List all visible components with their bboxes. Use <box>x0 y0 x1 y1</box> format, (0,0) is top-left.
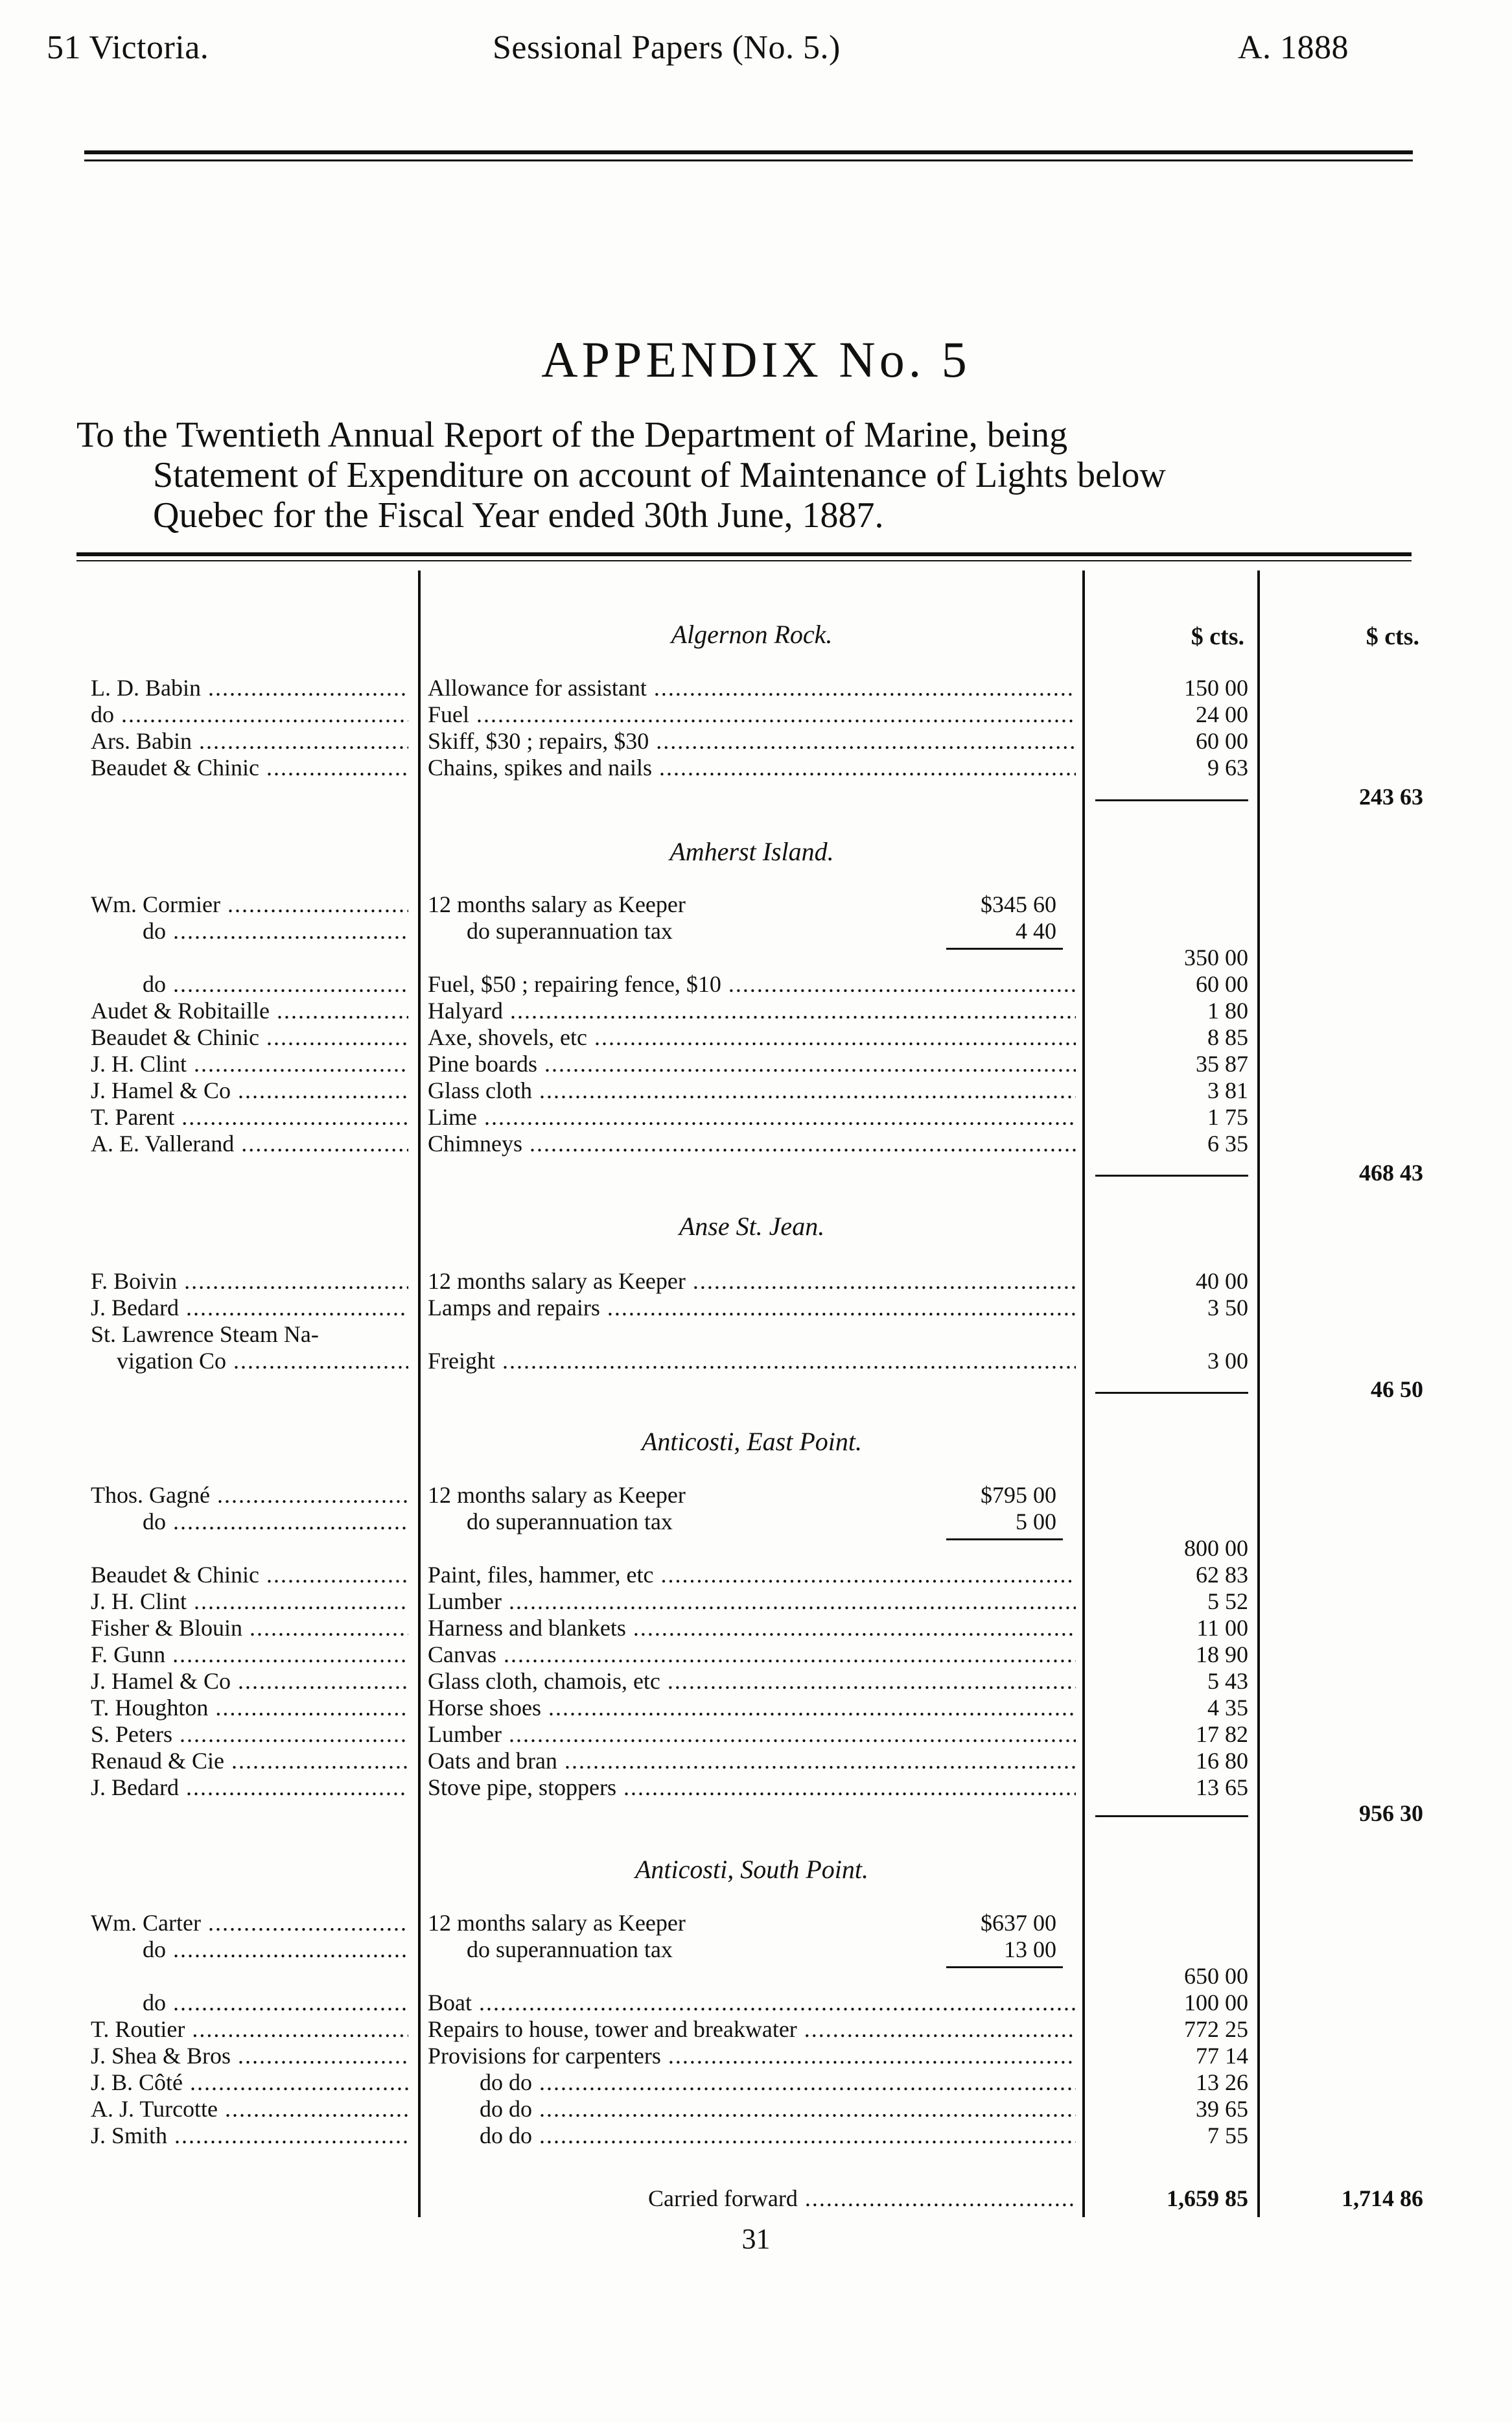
payee: J. B. Côté ..... <box>91 2069 408 2096</box>
item: Fuel, $50 ; repairing fence, $10 ..... <box>428 970 1076 998</box>
item: Skiff, $30 ; repairs, $30 ..... <box>428 727 1076 755</box>
payee: Beaudet & Chinic ..... <box>91 1024 408 1051</box>
amount: 60 00 <box>1196 971 1248 997</box>
amount: 77 14 <box>1196 2043 1248 2069</box>
amount: 3 00 <box>1207 1348 1248 1374</box>
item: 12 months salary as Keeper ..... <box>428 1267 1076 1295</box>
amount: 40 00 <box>1196 1268 1248 1294</box>
intro-line-2: Statement of Expenditure on account of Maintenance of Lights below <box>153 455 1166 495</box>
item: do superannuation tax <box>467 1936 673 1962</box>
item: Axe, shovels, etc ..... <box>428 1024 1076 1051</box>
item: Glass cloth ..... <box>428 1077 1076 1104</box>
item: Freight ..... <box>428 1347 1076 1374</box>
item: Paint, files, hammer, etc ..... <box>428 1561 1076 1588</box>
page-number: 31 <box>741 2223 771 2255</box>
subtotal-rule <box>1095 1392 1248 1394</box>
payee: J. Bedard ..... <box>91 1294 408 1321</box>
payee: Beaudet & Chinic ..... <box>91 1561 408 1588</box>
item: Stove pipe, stoppers ..... <box>428 1774 1076 1801</box>
payee: T. Parent ..... <box>91 1103 408 1131</box>
item: Halyard ..... <box>428 997 1076 1024</box>
amount: 650 00 <box>1184 1963 1248 1989</box>
amount: 350 00 <box>1184 945 1248 970</box>
amount: 17 82 <box>1196 1721 1248 1747</box>
section-total-anse: 46 50 <box>1371 1376 1423 1402</box>
sub-rule <box>946 1966 1063 1968</box>
item: Horse shoes ..... <box>428 1694 1076 1721</box>
payee: F. Boivin ..... <box>91 1267 408 1295</box>
item: Glass cloth, chamois, etc ..... <box>428 1667 1076 1695</box>
item: Boat ..... <box>428 1989 1076 2016</box>
item: 12 months salary as Keeper <box>428 1910 686 1936</box>
subtotal-rule <box>1095 1175 1248 1177</box>
column-divider-3 <box>1257 570 1260 2217</box>
payee: Beaudet & Chinic ..... <box>91 754 408 781</box>
item: Repairs to house, tower and breakwater ..... <box>428 2016 1076 2043</box>
item: 12 months salary as Keeper <box>428 891 686 917</box>
section-title-anse: Anse St. Jean. <box>679 1212 825 1241</box>
payee: do ..... <box>91 1989 408 2016</box>
item: Lamps and repairs ..... <box>428 1294 1076 1321</box>
item: Canvas ..... <box>428 1641 1076 1668</box>
payee: J. H. Clint ..... <box>91 1050 408 1077</box>
payee: J. Hamel & Co ..... <box>91 1077 408 1104</box>
section-total-anticosti-east: 956 30 <box>1359 1800 1423 1826</box>
table-top-rule-thin <box>76 560 1412 561</box>
item: Provisions for carpenters ..... <box>428 2042 1076 2069</box>
payee: F. Gunn ..... <box>91 1641 408 1668</box>
item: do do ..... <box>428 2069 1076 2096</box>
section-total-amherst: 468 43 <box>1359 1160 1423 1186</box>
payee: A. E. Vallerand ..... <box>91 1130 408 1157</box>
item: Allowance for assistant ..... <box>428 674 1076 701</box>
item: 12 months salary as Keeper <box>428 1482 686 1508</box>
carried-forward-col2: 1,714 86 <box>1342 2185 1423 2211</box>
payee: vigation Co ..... <box>91 1347 408 1374</box>
amount: 9 63 <box>1207 755 1248 781</box>
amount: 13 65 <box>1196 1774 1248 1800</box>
payee: do ..... <box>91 701 408 728</box>
intro-line-3: Quebec for the Fiscal Year ended 30th June, 1887. <box>153 495 884 535</box>
table-top-rule <box>76 552 1412 556</box>
payee: Audet & Robitaille ..... <box>91 997 408 1024</box>
payee: T. Houghton ..... <box>91 1694 408 1721</box>
sub-amount: 13 00 <box>1004 1936 1056 1962</box>
payee: Renaud & Cie ..... <box>91 1747 408 1774</box>
payee: L. D. Babin ..... <box>91 674 408 701</box>
payee: J. Bedard ..... <box>91 1774 408 1801</box>
item: Pine boards ..... <box>428 1050 1076 1077</box>
sub-rule <box>946 1538 1063 1540</box>
header-right: A. 1888 <box>1238 29 1349 66</box>
section-title-anticosti-east: Anticosti, East Point. <box>642 1427 862 1456</box>
item: Lime ..... <box>428 1103 1076 1131</box>
payee: S. Peters ..... <box>91 1721 408 1748</box>
payee: Ars. Babin ..... <box>91 727 408 755</box>
amount: 39 65 <box>1196 2096 1248 2122</box>
sub-amount: $795 00 <box>981 1482 1056 1508</box>
payee: do ..... <box>91 1936 408 1963</box>
amount: 13 26 <box>1196 2069 1248 2095</box>
amount: 7 55 <box>1207 2122 1248 2148</box>
item: do superannuation tax <box>467 918 673 944</box>
carried-forward-col1: 1,659 85 <box>1167 2185 1248 2211</box>
amount: 4 35 <box>1207 1695 1248 1721</box>
payee: J. Shea & Bros ..... <box>91 2042 408 2069</box>
item: Chimneys ..... <box>428 1130 1076 1157</box>
header-left: 51 Victoria. <box>47 29 209 66</box>
payee: do ..... <box>91 970 408 998</box>
item: do do ..... <box>428 2095 1076 2122</box>
intro-line-1: To the Twentieth Annual Report of the Department of Marine, being <box>76 415 1068 455</box>
amount: 6 35 <box>1207 1131 1248 1157</box>
amount: 8 85 <box>1207 1024 1248 1050</box>
header-center: Sessional Papers (No. 5.) <box>493 29 841 66</box>
amount: 35 87 <box>1196 1051 1248 1077</box>
item: do superannuation tax <box>467 1509 673 1534</box>
amount: 11 00 <box>1196 1615 1248 1641</box>
section-total-algernon: 243 63 <box>1359 784 1423 810</box>
sub-amount: $637 00 <box>981 1910 1056 1936</box>
payee: Fisher & Blouin ..... <box>91 1614 408 1641</box>
amount: 5 43 <box>1207 1668 1248 1694</box>
payee: St. Lawrence Steam Na- <box>91 1321 319 1347</box>
item: Lumber ..... <box>428 1588 1076 1615</box>
currency-header-1: $ cts. <box>1191 623 1244 650</box>
intro-text <box>76 415 1437 535</box>
sub-amount: 4 40 <box>1016 918 1056 944</box>
item: Lumber ..... <box>428 1721 1076 1748</box>
item: Harness and blankets ..... <box>428 1614 1076 1641</box>
payee: J. Hamel & Co ..... <box>91 1667 408 1695</box>
amount: 1 80 <box>1207 998 1248 1024</box>
amount: 800 00 <box>1184 1535 1248 1561</box>
payee: J. Smith ..... <box>91 2122 408 2149</box>
column-divider-2 <box>1082 570 1085 2217</box>
amount: 3 81 <box>1207 1077 1248 1103</box>
payee: Wm. Cormier ..... <box>91 891 408 918</box>
item: Oats and bran ..... <box>428 1747 1076 1774</box>
item: Chains, spikes and nails ..... <box>428 754 1076 781</box>
section-title-amherst: Amherst Island. <box>669 837 834 866</box>
amount: 60 00 <box>1196 728 1248 754</box>
subtotal-rule <box>1095 799 1248 801</box>
payee: J. H. Clint ..... <box>91 1588 408 1615</box>
amount: 5 52 <box>1207 1588 1248 1614</box>
item: Fuel ..... <box>428 701 1076 728</box>
amount: 772 25 <box>1184 2016 1248 2042</box>
subtotal-rule <box>1095 1815 1248 1817</box>
amount: 24 00 <box>1196 701 1248 727</box>
amount: 150 00 <box>1184 675 1248 701</box>
sub-amount: $345 60 <box>981 891 1056 917</box>
amount: 1 75 <box>1207 1104 1248 1130</box>
sub-amount: 5 00 <box>1016 1509 1056 1534</box>
payee: Thos. Gagné ..... <box>91 1481 408 1509</box>
payee: do ..... <box>91 917 408 945</box>
item: do do ..... <box>428 2122 1076 2149</box>
payee: Wm. Carter ..... <box>91 1909 408 1936</box>
payee: do ..... <box>91 1508 408 1535</box>
appendix-title: APPENDIX No. 5 <box>541 331 971 388</box>
amount: 62 83 <box>1196 1562 1248 1588</box>
amount: 18 90 <box>1196 1641 1248 1667</box>
currency-header-2: $ cts. <box>1366 623 1419 650</box>
amount: 3 50 <box>1207 1295 1248 1321</box>
amount: 100 00 <box>1184 1990 1248 2016</box>
carried-forward-label: Carried forward ..... <box>648 2185 1076 2212</box>
section-title-algernon: Algernon Rock. <box>671 620 833 649</box>
amount: 16 80 <box>1196 1748 1248 1774</box>
sub-rule <box>946 948 1063 950</box>
header-rule-bottom <box>84 159 1413 161</box>
payee: A. J. Turcotte ..... <box>91 2095 408 2122</box>
column-divider-1 <box>418 570 421 2217</box>
header-rule-top <box>84 150 1413 154</box>
section-title-anticosti-south: Anticosti, South Point. <box>635 1855 868 1884</box>
payee: T. Routier ..... <box>91 2016 408 2043</box>
